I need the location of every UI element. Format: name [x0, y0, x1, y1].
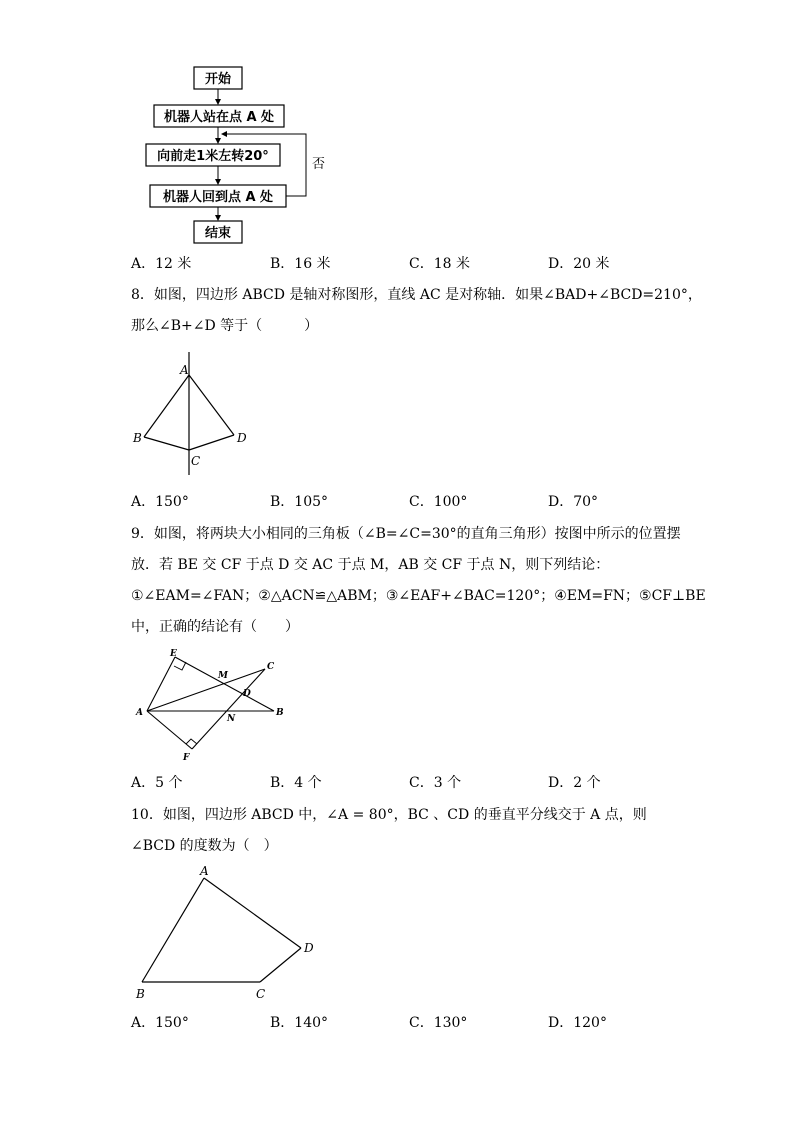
q10-figure [130, 860, 330, 1005]
q10-option-c[interactable]: C．130° [409, 1015, 468, 1031]
q10-stem-line2: ∠BCD 的度数为（ ） [131, 838, 278, 854]
q10-option-d[interactable]: D．120° [548, 1015, 607, 1031]
q9-option-a[interactable]: A．5 个 [131, 775, 183, 791]
flowchart-figure [140, 60, 340, 250]
q7-option-d[interactable]: D．20 米 [548, 256, 610, 272]
q10-option-a[interactable]: A．150° [131, 1015, 189, 1031]
q8-option-b[interactable]: B．105° [270, 494, 329, 510]
q8-stem-line1: 8．如图，四边形 ABCD 是轴对称图形，直线 AC 是对称轴．如果∠BAD+∠BCD=210°， [131, 287, 702, 303]
flow-no-label: 否 [312, 157, 326, 172]
q9-label-d: D [243, 689, 251, 699]
q9-label-e: E [170, 649, 177, 659]
q8-label-d: D [237, 431, 247, 445]
q8-option-c[interactable]: C．100° [409, 494, 468, 510]
q8-label-b: B [133, 431, 142, 445]
q9-option-b[interactable]: B．4 个 [270, 775, 322, 791]
q9-label-c: C [267, 662, 275, 672]
q9-label-m: M [218, 671, 228, 681]
q9-stem-line4: 中，正确的结论有（ ） [131, 619, 299, 635]
q8-stem-line2: 那么∠B+∠D 等于（ ） [131, 318, 319, 334]
q9-label-b: B [276, 708, 284, 718]
q9-option-c[interactable]: C．3 个 [409, 775, 462, 791]
q9-label-a: A [136, 708, 143, 718]
q9-label-f: F [183, 753, 190, 763]
q9-label-n: N [227, 714, 236, 724]
q8-option-d[interactable]: D．70° [548, 494, 599, 510]
q9-figure [130, 645, 290, 765]
flow-step3: 机器人回到点 A 处 [162, 190, 274, 205]
q9-stem-line1: 9．如图，将两块大小相同的三角板（∠B=∠C=30°的直角三角形）按图中所示的位置摆 [131, 526, 681, 542]
flow-start: 开始 [204, 72, 232, 87]
flow-step2: 向前走1米左转20° [157, 149, 269, 164]
q8-label-a: A [180, 363, 189, 377]
q9-stem-line3: ①∠EAM=∠FAN；②△ACN≌△ABM；③∠EAF+∠BAC=120°；④EM=FN；⑤CF⊥BE [131, 588, 706, 604]
flow-end: 结束 [204, 226, 232, 241]
q10-label-b: B [136, 987, 145, 1001]
q7-option-b[interactable]: B．16 米 [270, 256, 331, 272]
flow-step1: 机器人站在点 A 处 [163, 110, 275, 125]
q9-option-d[interactable]: D．2 个 [548, 775, 601, 791]
q10-stem-line1: 10．如图，四边形 ABCD 中，∠A = 80°，BC 、CD 的垂直平分线交于 A 点，则 [131, 807, 647, 823]
q8-figure [125, 350, 265, 480]
q7-option-a[interactable]: A．12 米 [131, 256, 192, 272]
q10-label-d: D [304, 941, 314, 955]
q10-label-a: A [200, 864, 209, 878]
q7-option-c[interactable]: C．18 米 [409, 256, 470, 272]
q10-option-b[interactable]: B．140° [270, 1015, 329, 1031]
q9-stem-line2: 放．若 BE 交 CF 于点 D 交 AC 于点 M，AB 交 CF 于点 N，则下列结论： [131, 557, 610, 573]
q8-option-a[interactable]: A．150° [131, 494, 189, 510]
q10-label-c: C [256, 987, 266, 1001]
q8-label-c: C [191, 454, 201, 468]
